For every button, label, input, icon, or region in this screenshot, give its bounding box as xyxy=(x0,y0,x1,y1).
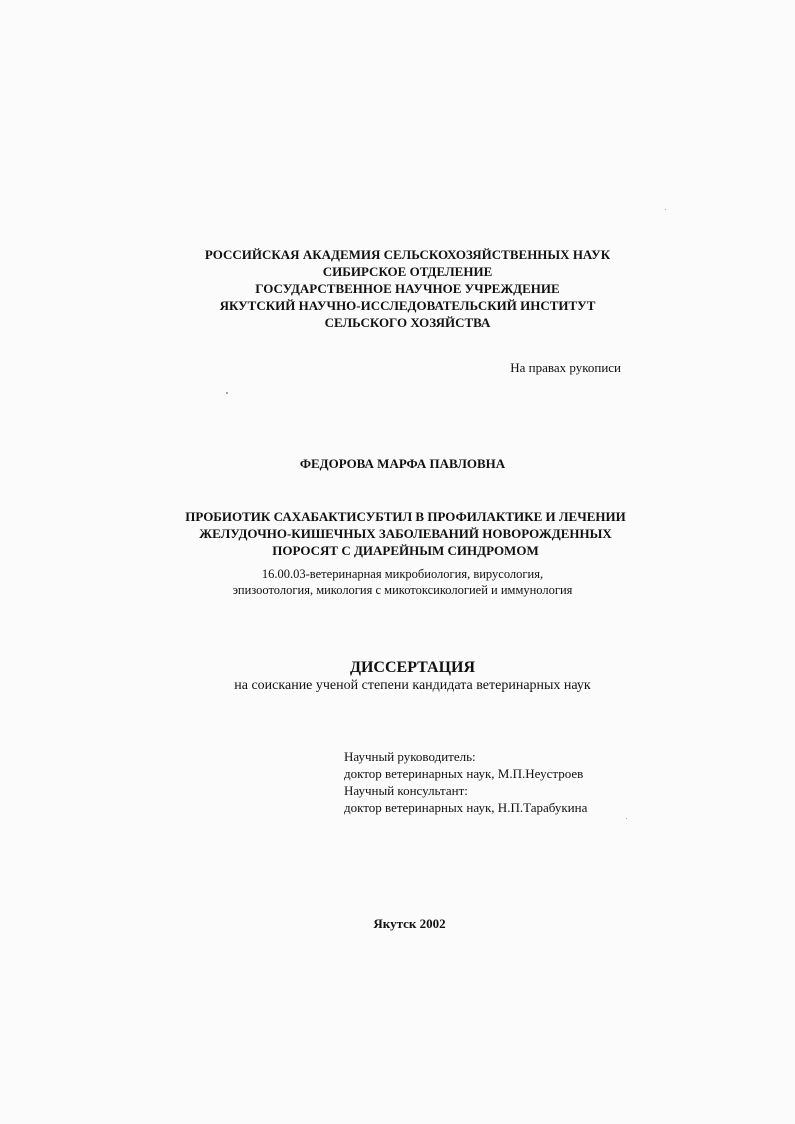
advisor-line: доктор ветеринарных наук, М.П.Неустроев xyxy=(344,766,584,781)
specialty-line: 16.00.03-ветеринарная микробиология, вирусология, xyxy=(261,567,544,581)
specialty-line: эпизоотология, микология с микотоксикологией и иммунология xyxy=(232,583,573,597)
scan-speck xyxy=(665,209,666,210)
specialty-code xyxy=(5,566,795,598)
title-line: ПОРОСЯТ С ДИАРЕЙНЫМ СИНДРОМОМ xyxy=(272,543,539,558)
title-line: ЖЕЛУДОЧНО-КИШЕЧНЫХ ЗАБОЛЕВАНИЙ НОВОРОЖДЕННЫХ xyxy=(199,526,612,541)
advisors-block xyxy=(344,748,587,816)
advisor-line: Научный консультант: xyxy=(344,783,468,798)
header-line: ГОСУДАРСТВЕННОЕ НАУЧНОЕ УЧРЕЖДЕНИЕ xyxy=(255,281,560,296)
scan-speck xyxy=(226,392,228,394)
header-line: СЕЛЬСКОГО ХОЗЯЙСТВА xyxy=(324,315,491,330)
advisor-line: доктор ветеринарных наук, Н.П.Тарабукина xyxy=(344,800,588,815)
institution-header xyxy=(10,246,795,331)
advisor-line: Научный руководитель: xyxy=(344,749,476,764)
author-name: ФЕДОРОВА МАРФА ПАВЛОВНА xyxy=(299,456,506,471)
degree-statement: на соискание ученой степени кандидата ветеринарных наук xyxy=(234,678,591,693)
document-type: ДИССЕРТАЦИЯ xyxy=(349,659,476,676)
rights-note: На правах рукописи xyxy=(510,360,621,375)
scan-speck xyxy=(626,818,627,819)
header-line: РОССИЙСКАЯ АКАДЕМИЯ СЕЛЬСКОХОЗЯЙСТВЕННЫХ НАУК xyxy=(204,247,611,262)
title-line: ПРОБИОТИК САХАБАКТИСУБТИЛ В ПРОФИЛАКТИКЕ И ЛЕЧЕНИИ xyxy=(185,509,626,524)
dissertation-title xyxy=(8,508,795,559)
header-line: ЯКУТСКИЙ НАУЧНО-ИССЛЕДОВАТЕЛЬСКИЙ ИНСТИТУТ xyxy=(219,298,596,313)
city-year: Якутск 2002 xyxy=(373,916,446,931)
header-line: СИБИРСКОЕ ОТДЕЛЕНИЕ xyxy=(322,264,493,279)
